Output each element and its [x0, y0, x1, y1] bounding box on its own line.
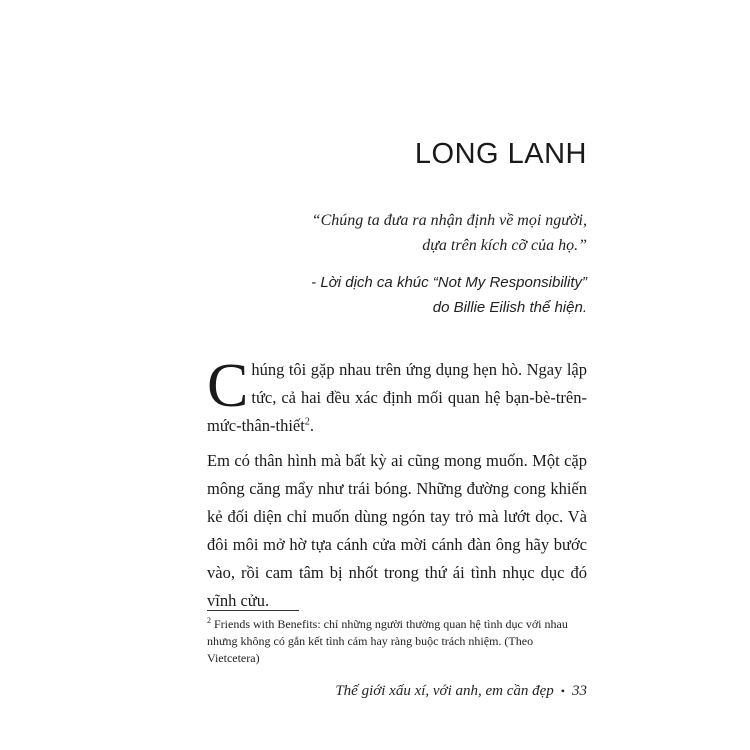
epigraph-quote [207, 208, 587, 258]
paragraph-2: Em có thân hình mà bất kỳ ai cũng mong muốn. Một cặp mông căng mẩy như trái bóng. Những đường cong khiến kẻ đối diện chỉ muốn dùng ngón tay trỏ mà lướt dọc. Và đôi môi mở hờ tựa cánh cửa mời cánh đàn ông hãy bước vào, rồi cam tâm bị nhốt trong thứ ái tình nhục dục đó vĩnh cửu. [207, 451, 587, 610]
epigraph-quote-line-1: “Chúng ta đưa ra nhận định về mọi người, [311, 212, 587, 229]
page-number: 33 [572, 683, 587, 699]
epigraph-attribution [207, 270, 587, 320]
chapter-title: LONG LANH [414, 138, 587, 170]
epigraph-attribution-line-1: - Lời dịch ca khúc “Not My Responsibility” [311, 274, 587, 291]
paragraph-1 [207, 352, 587, 440]
paragraph-1-end: . [309, 416, 314, 435]
drop-cap: C [207, 352, 249, 420]
footer-book-title: Thế giới xấu xí, với anh, em cần đẹp [335, 683, 554, 699]
footnote-divider [207, 610, 299, 611]
epigraph-quote-line-2: dựa trên kích cỡ của họ.” [422, 237, 587, 254]
footnote-text: Friends with Benefits: chỉ những người thường quan hệ tình dục với nhau nhưng không có gắn kết tình cảm hay ràng buộc trách nhiệm. (Theo Vietcetera) [207, 617, 568, 665]
epigraph [207, 208, 587, 320]
footnote-mark: 2 [207, 616, 211, 625]
footer-bullet: • [560, 684, 565, 698]
running-footer [335, 683, 587, 700]
epigraph-attribution-line-2: do Billie Eilish thể hiện. [432, 299, 587, 316]
footnote [207, 616, 587, 667]
paragraph-1-text: húng tôi gặp nhau trên ứng dụng hẹn hò. Ngay lập tức, cả hai đều xác định mối quan hệ bạn-bè-trên-mức-thân-thiết [207, 360, 587, 435]
body-text [207, 352, 587, 615]
footnote-reference[interactable]: 2 [304, 416, 310, 428]
